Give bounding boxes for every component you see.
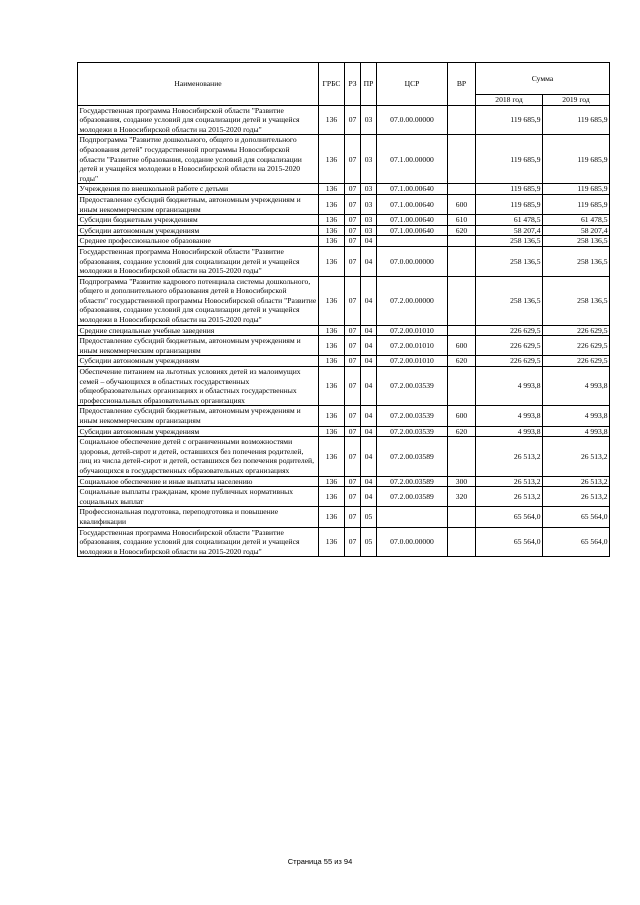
row-vr	[448, 276, 476, 325]
row-vr	[448, 507, 476, 527]
row-name: Государственная программа Новосибирской области "Развитие образования, создание условий для социализации детей и учащейся молодежи в Новосибирской области на 2015-2020 годы"	[78, 527, 319, 557]
row-grbs: 136	[319, 426, 345, 437]
row-grbs: 136	[319, 194, 345, 214]
row-grbs: 136	[319, 225, 345, 236]
row-sum-2019: 4 993,8	[543, 406, 610, 426]
row-rz: 07	[345, 135, 361, 184]
row-pr: 04	[361, 246, 377, 276]
row-vr	[448, 367, 476, 406]
row-grbs: 136	[319, 476, 345, 487]
row-name: Социальное обеспечение и иные выплаты населению	[78, 476, 319, 487]
row-pr: 04	[361, 426, 377, 437]
row-csr: 07.2.00.01010	[377, 356, 448, 367]
header-year-2019: 2019 год	[543, 95, 610, 106]
row-vr	[448, 105, 476, 135]
row-rz: 07	[345, 276, 361, 325]
row-rz: 07	[345, 406, 361, 426]
row-csr: 07.0.00.00000	[377, 105, 448, 135]
header-csr: ЦСР	[377, 63, 448, 106]
row-vr	[448, 527, 476, 557]
row-name: Предоставление субсидий бюджетным, автономным учреждениям и иным некоммерческим организациям	[78, 406, 319, 426]
row-grbs: 136	[319, 325, 345, 336]
row-csr: 07.2.00.03589	[377, 487, 448, 507]
row-sum-2018: 258 136,5	[476, 276, 543, 325]
row-sum-2018: 258 136,5	[476, 236, 543, 247]
row-rz: 07	[345, 225, 361, 236]
header-rz: РЗ	[345, 63, 361, 106]
row-name: Учреждения по внешкольной работе с детьми	[78, 184, 319, 195]
row-pr: 03	[361, 105, 377, 135]
row-name: Государственная программа Новосибирской области "Развитие образования, создание условий для социализации детей и учащейся молодежи в Новосибирской области на 2015-2020 годы"	[78, 246, 319, 276]
row-name: Социальные выплаты гражданам, кроме публичных нормативных социальных выплат	[78, 487, 319, 507]
row-rz: 07	[345, 194, 361, 214]
row-grbs: 136	[319, 105, 345, 135]
budget-table	[77, 62, 610, 557]
row-sum-2019: 65 564,0	[543, 507, 610, 527]
row-rz: 07	[345, 336, 361, 356]
row-name: Предоставление субсидий бюджетным, автономным учреждениям и иным некоммерческим организациям	[78, 336, 319, 356]
row-name: Субсидии бюджетным учреждениям	[78, 215, 319, 226]
table-row	[78, 476, 610, 487]
row-rz: 07	[345, 437, 361, 476]
row-pr: 03	[361, 215, 377, 226]
row-pr: 04	[361, 236, 377, 247]
page-number: Страница 55 из 94	[287, 857, 353, 866]
row-sum-2019: 119 685,9	[543, 184, 610, 195]
row-pr: 04	[361, 276, 377, 325]
row-csr: 07.2.00.01010	[377, 325, 448, 336]
row-sum-2018: 119 685,9	[476, 184, 543, 195]
row-name: Средние специальные учебные заведения	[78, 325, 319, 336]
row-sum-2018: 58 207,4	[476, 225, 543, 236]
row-rz: 07	[345, 507, 361, 527]
row-vr: 620	[448, 426, 476, 437]
row-grbs: 136	[319, 356, 345, 367]
table-row	[78, 246, 610, 276]
row-sum-2019: 258 136,5	[543, 246, 610, 276]
row-grbs: 136	[319, 276, 345, 325]
row-csr	[377, 236, 448, 247]
row-vr	[448, 437, 476, 476]
row-rz: 07	[345, 236, 361, 247]
row-sum-2019: 258 136,5	[543, 276, 610, 325]
header-sum: Сумма	[476, 63, 610, 95]
table-row	[78, 225, 610, 236]
table-row	[78, 184, 610, 195]
row-vr	[448, 135, 476, 184]
row-grbs: 136	[319, 527, 345, 557]
row-rz: 07	[345, 356, 361, 367]
row-sum-2018: 26 513,2	[476, 476, 543, 487]
row-grbs: 136	[319, 336, 345, 356]
row-csr: 07.1.00.00640	[377, 194, 448, 214]
row-rz: 07	[345, 487, 361, 507]
row-sum-2018: 61 478,5	[476, 215, 543, 226]
row-name: Среднее профессиональное образование	[78, 236, 319, 247]
table-row	[78, 367, 610, 406]
table-row	[78, 507, 610, 527]
table-row	[78, 276, 610, 325]
row-rz: 07	[345, 325, 361, 336]
header-name: Наименование	[78, 63, 319, 106]
row-csr: 07.1.00.00640	[377, 225, 448, 236]
table-row	[78, 527, 610, 557]
header-grbs: ГРБС	[319, 63, 345, 106]
row-sum-2019: 119 685,9	[543, 105, 610, 135]
row-vr: 320	[448, 487, 476, 507]
row-pr: 04	[361, 406, 377, 426]
row-vr: 610	[448, 215, 476, 226]
row-pr: 03	[361, 135, 377, 184]
header-year-2018: 2018 год	[476, 95, 543, 106]
row-sum-2018: 258 136,5	[476, 246, 543, 276]
row-grbs: 136	[319, 507, 345, 527]
row-csr: 07.2.00.03589	[377, 476, 448, 487]
row-name: Подпрограмма "Развитие кадрового потенциала системы дошкольного, общего и дополнительного образования детей в Новосибирской области" государственной программы Новосибирской области "Развитие образования, создание условий для социализации детей и учащейся молодежи в Новосибирской области на 2015-2020 годы"	[78, 276, 319, 325]
row-rz: 07	[345, 527, 361, 557]
row-csr: 07.2.00.00000	[377, 276, 448, 325]
row-sum-2018: 4 993,8	[476, 406, 543, 426]
row-name: Подпрограмма "Развитие дошкольного, общего и дополнительного образования детей" государственной программы Новосибирской области "Развитие образования, создание условий для социализации детей и учащейся молодежи в Новосибирской области на 2015-2020 годы"	[78, 135, 319, 184]
row-sum-2018: 226 629,5	[476, 336, 543, 356]
row-sum-2018: 26 513,2	[476, 437, 543, 476]
row-sum-2019: 4 993,8	[543, 367, 610, 406]
row-sum-2018: 26 513,2	[476, 487, 543, 507]
row-name: Социальное обеспечение детей с ограниченными возможностями здоровья, детей-сирот и детей, оставшихся без попечения родителей, лиц из числа детей-сирот и детей, оставшихся без попечения родителей, обучающихся в государственных образовательных организациях	[78, 437, 319, 476]
row-csr: 07.1.00.00640	[377, 184, 448, 195]
row-pr: 04	[361, 487, 377, 507]
table-row	[78, 406, 610, 426]
table-row	[78, 105, 610, 135]
row-csr	[377, 507, 448, 527]
row-vr	[448, 246, 476, 276]
row-pr: 04	[361, 336, 377, 356]
row-sum-2019: 226 629,5	[543, 325, 610, 336]
row-csr: 07.0.00.00000	[377, 527, 448, 557]
row-sum-2019: 226 629,5	[543, 336, 610, 356]
row-pr: 04	[361, 476, 377, 487]
row-pr: 05	[361, 527, 377, 557]
row-pr: 04	[361, 367, 377, 406]
header-vr: ВР	[448, 63, 476, 106]
row-name: Профессиональная подготовка, переподготовка и повышение квалификации	[78, 507, 319, 527]
row-csr: 07.2.00.03589	[377, 437, 448, 476]
row-sum-2018: 65 564,0	[476, 507, 543, 527]
row-pr: 03	[361, 184, 377, 195]
row-vr: 620	[448, 225, 476, 236]
row-csr: 07.1.00.00640	[377, 215, 448, 226]
row-vr: 600	[448, 194, 476, 214]
row-name: Субсидии автономным учреждениям	[78, 356, 319, 367]
header-pr: ПР	[361, 63, 377, 106]
row-sum-2019: 119 685,9	[543, 135, 610, 184]
row-rz: 07	[345, 426, 361, 437]
table-row	[78, 487, 610, 507]
row-csr: 07.2.00.03539	[377, 367, 448, 406]
row-sum-2019: 26 513,2	[543, 476, 610, 487]
row-sum-2018: 119 685,9	[476, 135, 543, 184]
row-vr: 600	[448, 336, 476, 356]
row-grbs: 136	[319, 135, 345, 184]
row-rz: 07	[345, 184, 361, 195]
row-grbs: 136	[319, 437, 345, 476]
row-grbs: 136	[319, 184, 345, 195]
row-sum-2019: 258 136,5	[543, 236, 610, 247]
row-sum-2019: 4 993,8	[543, 426, 610, 437]
row-pr: 03	[361, 194, 377, 214]
row-rz: 07	[345, 215, 361, 226]
row-sum-2019: 26 513,2	[543, 487, 610, 507]
row-pr: 03	[361, 225, 377, 236]
row-sum-2019: 61 478,5	[543, 215, 610, 226]
table-row	[78, 215, 610, 226]
table-row	[78, 336, 610, 356]
row-sum-2018: 226 629,5	[476, 356, 543, 367]
row-grbs: 136	[319, 246, 345, 276]
row-sum-2018: 119 685,9	[476, 194, 543, 214]
row-grbs: 136	[319, 406, 345, 426]
row-sum-2019: 26 513,2	[543, 437, 610, 476]
row-sum-2018: 65 564,0	[476, 527, 543, 557]
row-csr: 07.2.00.03539	[377, 426, 448, 437]
row-vr: 300	[448, 476, 476, 487]
row-grbs: 136	[319, 215, 345, 226]
row-sum-2019: 226 629,5	[543, 356, 610, 367]
row-vr	[448, 325, 476, 336]
table-row	[78, 325, 610, 336]
row-rz: 07	[345, 367, 361, 406]
row-rz: 07	[345, 476, 361, 487]
row-name: Предоставление субсидий бюджетным, автономным учреждениям и иным некоммерческим организациям	[78, 194, 319, 214]
table-row	[78, 356, 610, 367]
row-csr: 07.2.00.01010	[377, 336, 448, 356]
table-row	[78, 426, 610, 437]
row-name: Субсидии автономным учреждениям	[78, 426, 319, 437]
table-row	[78, 236, 610, 247]
row-sum-2018: 119 685,9	[476, 105, 543, 135]
row-grbs: 136	[319, 236, 345, 247]
row-rz: 07	[345, 105, 361, 135]
row-sum-2019: 65 564,0	[543, 527, 610, 557]
row-sum-2018: 226 629,5	[476, 325, 543, 336]
row-csr: 07.0.00.00000	[377, 246, 448, 276]
row-grbs: 136	[319, 367, 345, 406]
row-name: Субсидии автономным учреждениям	[78, 225, 319, 236]
row-grbs: 136	[319, 487, 345, 507]
row-sum-2018: 4 993,8	[476, 367, 543, 406]
row-pr: 04	[361, 356, 377, 367]
row-pr: 04	[361, 325, 377, 336]
row-sum-2018: 4 993,8	[476, 426, 543, 437]
row-csr: 07.2.00.03539	[377, 406, 448, 426]
row-pr: 04	[361, 437, 377, 476]
row-pr: 05	[361, 507, 377, 527]
row-name: Государственная программа Новосибирской области "Развитие образования, создание условий для социализации детей и учащейся молодежи в Новосибирской области на 2015-2020 годы"	[78, 105, 319, 135]
row-vr	[448, 184, 476, 195]
row-sum-2019: 119 685,9	[543, 194, 610, 214]
row-rz: 07	[345, 246, 361, 276]
row-csr: 07.1.00.00000	[377, 135, 448, 184]
row-vr	[448, 236, 476, 247]
row-vr: 620	[448, 356, 476, 367]
table-row	[78, 135, 610, 184]
row-vr: 600	[448, 406, 476, 426]
table-row	[78, 194, 610, 214]
row-sum-2019: 58 207,4	[543, 225, 610, 236]
row-name: Обеспечение питанием на льготных условиях детей из малоимущих семей – обучающихся в областных государственных общеобразовательных организациях и областных государственных профессиональных образовательных организациях	[78, 367, 319, 406]
table-row	[78, 437, 610, 476]
